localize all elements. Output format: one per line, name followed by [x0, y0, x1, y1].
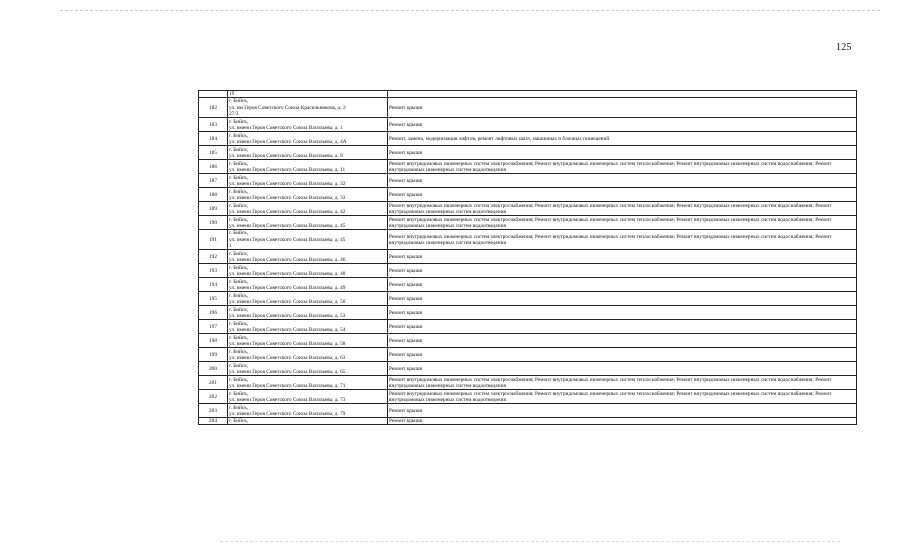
row-work: Ремонт крыши — [388, 264, 857, 278]
table-row — [199, 98, 857, 118]
row-number: 189 — [199, 202, 228, 216]
row-work: Ремонт внутридомовых инженерных систем электроснабжения; Ремонт внутридомовых инженерных систем теплоснабжения; Ремонт внутридомовых инженерных систем водоснабжения; Ремонт внутридомовых инженерных систем водоотведения — [388, 202, 857, 216]
row-work: Ремонт крыши — [388, 334, 857, 348]
table-row — [199, 306, 857, 320]
row-address: г. Бийск, ул. имени Героя Советского Союза Васильева, д. 42 — [228, 202, 388, 216]
row-address: г. Бийск, ул. имени Героя Советского Союза Васильева, д. 63 — [228, 348, 388, 362]
table-row — [199, 292, 857, 306]
row-number: 183 — [199, 118, 228, 132]
row-work: Ремонт крыши — [388, 292, 857, 306]
row-address: г. Бийск, ул. имени Героя Советского Союза Васильева, д. 32 — [228, 174, 388, 188]
row-number: 190 — [199, 216, 228, 230]
table-row — [199, 118, 857, 132]
row-address: г. Бийск, ул. имени Героя Советского Союза Васильева, д. 9 — [228, 146, 388, 160]
table-row — [199, 132, 857, 146]
row-work: Ремонт крыши — [388, 320, 857, 334]
row-work: Ремонт внутридомовых инженерных систем электроснабжения; Ремонт внутридомовых инженерных систем теплоснабжения; Ремонт внутридомовых инженерных систем водоснабжения; Ремонт внутридомовых инженерных систем водоотведения — [388, 216, 857, 230]
row-address: г. Бийск, ул. имени Героя Советского Союза Васильева, д. 11 — [228, 160, 388, 174]
row-work: Ремонт, замена, модернизация лифтов, ремонт лифтовых шахт, машинных и блочных помещений — [388, 132, 857, 146]
scan-edge-bottom — [220, 541, 840, 542]
row-address: г. Бийск, ул. имени Героя Советского Союза Васильева, д. 73 — [228, 390, 388, 404]
row-address: г. Бийск, ул. имени Героя Советского Союза Васильева, д. 1 — [228, 118, 388, 132]
row-address: г. Бийск, ул. имени Героя Советского Союза Васильева, д. 53 — [228, 306, 388, 320]
row-work: Ремонт крыши — [388, 404, 857, 418]
row-number: 200 — [199, 362, 228, 376]
table-row — [199, 334, 857, 348]
row-work: Ремонт внутридомовых инженерных систем электроснабжения; Ремонт внутридомовых инженерных систем теплоснабжения; Ремонт внутридомовых инженерных систем водоснабжения; Ремонт внутридомовых инженерных систем водоотведения — [388, 376, 857, 390]
table-row — [199, 320, 857, 334]
row-number: 191 — [199, 230, 228, 250]
row-work: Ремонт крыши — [388, 188, 857, 202]
table-row — [199, 91, 857, 98]
table-row — [199, 278, 857, 292]
row-address: г. Бийск, ул. им Героя Советского Союза Красильникова, д. 2 27/3 — [228, 98, 388, 118]
row-address: г. Бийск, ул. имени Героя Советского Союза Васильева, д. 49 — [228, 278, 388, 292]
row-number: 192 — [199, 250, 228, 264]
table-row — [199, 174, 857, 188]
row-work: Ремонт крыши — [388, 98, 857, 118]
row-address: г. Бийск, ул. имени Героя Советского Союза Васильева, д. 50 — [228, 292, 388, 306]
row-work: Ремонт крыши — [388, 362, 857, 376]
table-row — [199, 188, 857, 202]
row-number: 204 — [199, 418, 228, 425]
table-row — [199, 418, 857, 425]
row-number: 193 — [199, 264, 228, 278]
row-work: Ремонт крыши — [388, 418, 857, 425]
row-address: г. Бийск, ул. имени Героя Советского Союза Васильева, д. 79 — [228, 404, 388, 418]
table-row — [199, 216, 857, 230]
row-number: 194 — [199, 278, 228, 292]
row-number: 198 — [199, 334, 228, 348]
table-row — [199, 202, 857, 216]
row-number: 184 — [199, 132, 228, 146]
row-work: Ремонт крыши — [388, 348, 857, 362]
table-row — [199, 160, 857, 174]
row-address: г. Бийск, ул. имени Героя Советского Союза Васильева, д. 48 — [228, 264, 388, 278]
table-row — [199, 250, 857, 264]
repair-schedule-table — [198, 90, 857, 425]
row-address: г. Бийск, ул. имени Героя Советского Союза Васильева, д. 45 1 — [228, 230, 388, 250]
row-number: 201 — [199, 376, 228, 390]
row-number: 199 — [199, 348, 228, 362]
table-row — [199, 362, 857, 376]
row-address: г. Бийск, — [228, 418, 388, 425]
table-row — [199, 230, 857, 250]
row-address: 19 — [228, 91, 388, 98]
row-number: 182 — [199, 98, 228, 118]
table-row — [199, 146, 857, 160]
scan-edge-top — [60, 10, 880, 11]
row-number: 185 — [199, 146, 228, 160]
table-row — [199, 264, 857, 278]
row-address: г. Бийск, ул. имени Героя Советского Союза Васильева, д. 71 — [228, 376, 388, 390]
row-work: Ремонт крыши — [388, 118, 857, 132]
row-work: Ремонт внутридомовых инженерных систем электроснабжения; Ремонт внутридомовых инженерных систем теплоснабжения; Ремонт внутридомовых инженерных систем водоснабжения; Ремонт внутридомовых инженерных систем водоотведения — [388, 230, 857, 250]
row-number: 188 — [199, 188, 228, 202]
row-number: 202 — [199, 390, 228, 404]
row-work: Ремонт крыши — [388, 146, 857, 160]
page-number: 125 — [836, 42, 852, 53]
row-address: г. Бийск, ул. имени Героя Советского Союза Васильева, д. 46 — [228, 250, 388, 264]
row-number — [199, 91, 228, 98]
row-number: 187 — [199, 174, 228, 188]
row-number: 186 — [199, 160, 228, 174]
row-number: 203 — [199, 404, 228, 418]
table-row — [199, 348, 857, 362]
row-work: Ремонт крыши — [388, 306, 857, 320]
row-work: Ремонт крыши — [388, 250, 857, 264]
row-address: г. Бийск, ул. имени Героя Советского Союза Васильева, д. 4А — [228, 132, 388, 146]
row-work: Ремонт внутридомовых инженерных систем электроснабжения; Ремонт внутридомовых инженерных систем теплоснабжения; Ремонт внутридомовых инженерных систем водоснабжения; Ремонт внутридомовых инженерных систем водоотведения — [388, 390, 857, 404]
row-work: Ремонт крыши — [388, 278, 857, 292]
row-address: г. Бийск, ул. имени Героя Советского Союза Васильева, д. 54 — [228, 320, 388, 334]
row-work — [388, 91, 857, 98]
row-address: г. Бийск, ул. имени Героя Советского Союза Васильева, д. 65 — [228, 362, 388, 376]
table-row — [199, 404, 857, 418]
row-number: 195 — [199, 292, 228, 306]
row-work: Ремонт крыши — [388, 174, 857, 188]
table-row — [199, 376, 857, 390]
row-number: 197 — [199, 320, 228, 334]
row-address: г. Бийск, ул. имени Героя Советского Союза Васильева, д. 45 — [228, 216, 388, 230]
table-row — [199, 390, 857, 404]
row-address: г. Бийск, ул. имени Героя Советского Союза Васильева, д. 33 — [228, 188, 388, 202]
row-address: г. Бийск, ул. имени Героя Советского Союза Васильева, д. 58 — [228, 334, 388, 348]
row-work: Ремонт внутридомовых инженерных систем электроснабжения; Ремонт внутридомовых инженерных систем теплоснабжения; Ремонт внутридомовых инженерных систем водоснабжения; Ремонт внутридомовых инженерных систем водоотведения — [388, 160, 857, 174]
row-number: 196 — [199, 306, 228, 320]
